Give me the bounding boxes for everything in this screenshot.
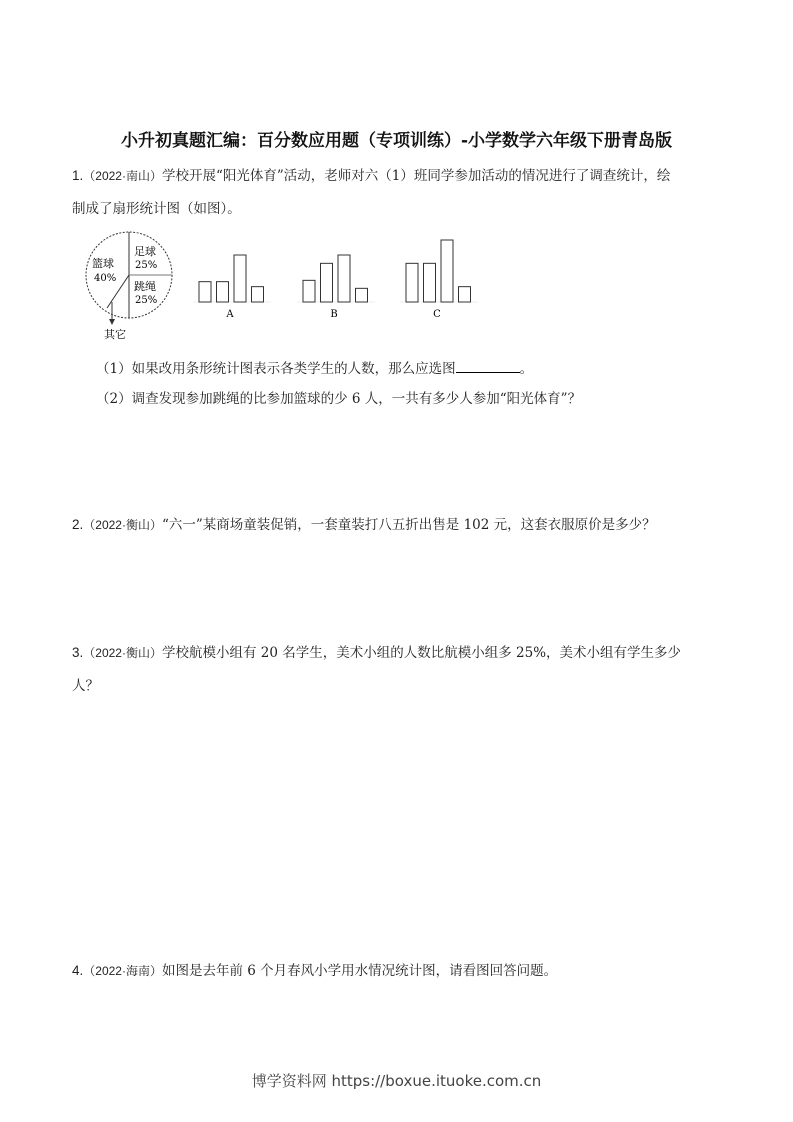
pie-label: 足球 <box>134 245 156 258</box>
question-number: 1. <box>72 168 84 183</box>
pie-chart <box>86 232 172 341</box>
question-number: 2. <box>72 517 84 532</box>
question-1-sub-2: （2）调查发现参加跳绳的比参加篮球的少 6 人，一共有多少人参加“阳光体育”？ <box>96 391 582 407</box>
question-text: “六一”某商场童装促销，一套童装打八五折出售是 102 元，这套衣服原价是多少？ <box>161 517 656 533</box>
answer-blank[interactable] <box>456 360 520 373</box>
bar <box>459 287 471 302</box>
question-3-line-1 <box>72 641 681 661</box>
pie-label: 跳绳 <box>134 280 156 293</box>
question-number: 3. <box>72 645 84 660</box>
question-text: 学校开展“阳光体育”活动，老师对六（1）班同学参加活动的情况进行了调查统计，绘 <box>161 168 671 184</box>
pie-label: 其它 <box>104 328 126 341</box>
question-2 <box>72 513 656 533</box>
question-4 <box>72 959 557 979</box>
bar <box>252 287 264 302</box>
question-source: （2022·海南） <box>83 964 162 978</box>
sub-question-text: （1）如果改用条形统计图表示各类学生的人数，那么应选图 <box>96 361 456 377</box>
question-1-line-2: 制成了扇形统计图（如图）。 <box>72 201 241 217</box>
footer-watermark: 博学资料网 https://boxue.ituoke.com.cn <box>251 1072 542 1090</box>
arrow-head-icon <box>109 319 115 325</box>
question-source: （2022·衡山） <box>83 518 162 532</box>
question-text: 学校航模小组有 20 名学生，美术小组的人数比航模小组多 25%，美术小组有学生多少 <box>161 645 682 661</box>
bar <box>303 280 315 302</box>
question-source: （2022·衡山） <box>83 646 162 660</box>
bar <box>234 255 246 302</box>
pie-label: 篮球 <box>92 257 114 270</box>
question-text: 如图是去年前 6 个月春风小学用水情况统计图，请看图回答问题。 <box>161 963 558 979</box>
bar-chart-label: C <box>433 309 441 320</box>
question-source: （2022·南山） <box>83 169 162 183</box>
question-1-sub-1 <box>96 357 533 377</box>
bar <box>356 288 368 302</box>
bar <box>217 282 229 302</box>
bar <box>199 282 211 302</box>
pie-value: 25% <box>135 295 158 306</box>
question-number: 4. <box>72 963 84 978</box>
bar <box>321 263 333 302</box>
pie-value: 40% <box>94 273 117 284</box>
bar <box>424 263 436 302</box>
bar <box>441 240 453 302</box>
bar-chart-label: B <box>330 309 338 320</box>
punctuation: 。 <box>519 361 534 377</box>
bar <box>406 263 418 302</box>
bar <box>338 255 350 302</box>
question-1-line-1 <box>72 164 670 184</box>
pie-value: 25% <box>135 260 158 271</box>
question-3-line-2: 人？ <box>72 678 99 694</box>
bar-chart-label: A <box>226 309 234 320</box>
page-title: 小升初真题汇编：百分数应用题（专项训练）-小学数学六年级下册青岛版 <box>120 131 673 151</box>
question-1-figure <box>80 222 480 342</box>
